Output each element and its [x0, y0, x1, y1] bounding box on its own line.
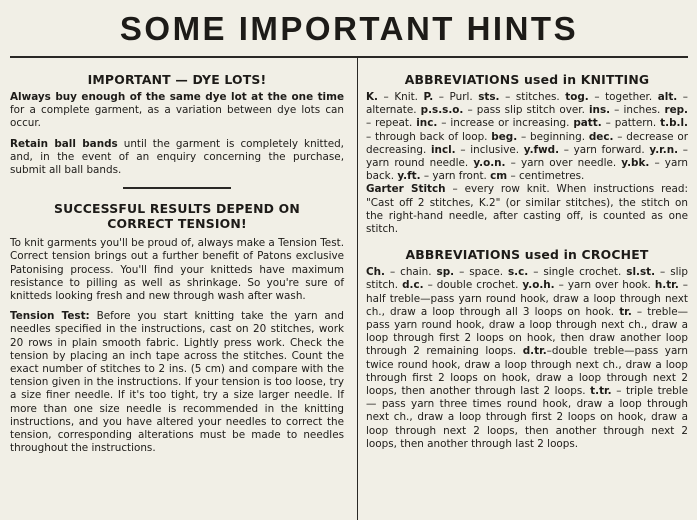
abbreviation-definition: – together.	[588, 91, 658, 103]
tension-heading-line-2: CORRECT TENSION!	[107, 216, 247, 232]
abbreviation-definition: – yarn over hook.	[554, 279, 655, 292]
abbreviation-term: K.	[366, 91, 378, 103]
abbreviation-term: d.c.	[402, 279, 424, 292]
abbreviation-term: y.r.n.	[649, 143, 679, 156]
dye-lots-text: for a complete garment, as a variation between dye lots can occur.	[10, 104, 344, 130]
abbreviation-term: P.	[423, 91, 434, 103]
abbreviation-term: y.fwd.	[523, 143, 560, 156]
abbreviation-term: sl.st.	[626, 266, 656, 279]
abbreviation-definition: – repeat.	[366, 117, 417, 130]
column-divider	[357, 58, 358, 520]
abbreviation-definition: – yarn over needle.	[505, 157, 622, 170]
garter-stitch-text: – every row knit. When instructions read: "Cast off 2 stitches, K.2" (or similar stitches), the stitch on the right-hand needle, after casting off, is counted as one stitch.	[366, 183, 688, 236]
abbreviation-definition: – Knit.	[378, 91, 424, 103]
abbreviation-definition: – stitches.	[499, 91, 566, 103]
abbreviation-term: Ch.	[366, 266, 385, 279]
abbreviation-definition: – Purl.	[433, 91, 479, 103]
abbreviation-definition: – pass slip stitch over.	[463, 104, 589, 117]
abbreviation-definition: – double crochet.	[423, 279, 523, 292]
abbreviation-term: p.s.s.o.	[420, 104, 464, 117]
abbreviation-term: patt.	[573, 117, 602, 130]
abbreviation-term: inc.	[416, 117, 438, 130]
tension-test-paragraph	[10, 310, 344, 455]
abbreviation-definition: – triple treble — pass yarn three times round hook, draw a loop through next ch., draw a loop through first 2 loops on hook, draw a loop through next 2 loops, then another through next 2 loops, then another through last 2 loops.	[366, 385, 688, 450]
abbreviation-definition: – yarn forward.	[559, 143, 650, 156]
abbreviation-definition: –double treble—pass yarn twice round hook, draw a loop through next ch., draw a loop through first 2 loops on hook, draw a loop through next 2 loops, then another through last 2 loops.	[366, 345, 688, 398]
abbreviation-definition: – beginning.	[517, 130, 589, 143]
abbreviation-definition: – decrease or decreasing.	[366, 130, 688, 156]
abbreviation-definition: – yarn round needle.	[366, 143, 688, 170]
abbreviation-definition: – inclusive.	[455, 143, 524, 156]
abbreviation-term: y.o.n.	[473, 157, 506, 170]
abbreviation-definition: – centimetres.	[507, 170, 585, 183]
abbreviation-term: ins.	[589, 104, 611, 117]
crochet-abbreviations-heading: ABBREVIATIONS used in CROCHET	[405, 247, 649, 263]
abbreviation-term: dec.	[588, 130, 614, 143]
crochet-abbreviations-list	[366, 266, 688, 451]
abbreviation-definition: – pattern.	[601, 117, 661, 130]
abbreviation-definition: – space.	[454, 266, 508, 279]
section-ornament	[123, 187, 231, 189]
abbreviation-term: y.bk.	[621, 157, 650, 170]
abbreviation-term: sp.	[436, 266, 455, 279]
right-column	[366, 58, 688, 451]
dye-lots-lead: Always buy enough of the same dye lot at the one time	[10, 91, 344, 103]
abbreviation-definition: – through back of loop.	[366, 130, 492, 143]
abbreviation-definition: – single crochet.	[528, 266, 627, 279]
abbreviation-term: s.c.	[508, 266, 529, 279]
abbreviation-term: cm	[490, 170, 508, 183]
abbreviation-term: d.tr.	[522, 345, 547, 358]
abbreviation-definition: – slip stitch.	[366, 266, 688, 292]
ball-bands-text: until the garment is completely knitted, and, in the event of an enquiry concerning the purchase, submit all ball bands.	[10, 137, 344, 177]
abbreviation-definition: – yarn front.	[420, 170, 491, 183]
abbreviation-term: tog.	[565, 91, 589, 103]
tension-intro-paragraph: To knit garments you'll be proud of, always make a Tension Test. Correct tension brings out a further benefit of Patons exclusive Patonising process. You'll find your knitteds have maximum resistance to pilling as well as shrinkage. So you're sure of knitteds looking fresh and new through wash after wash.	[10, 237, 344, 303]
abbreviation-term: beg.	[491, 130, 518, 143]
abbreviation-definition: – chain.	[384, 266, 437, 279]
dye-lots-paragraph	[10, 91, 344, 131]
knitting-abbreviations-heading: ABBREVIATIONS used in KNITTING	[404, 72, 650, 87]
tension-test-lead: Tension Test:	[10, 310, 90, 323]
abbreviation-definition: – yarn back.	[366, 157, 688, 183]
abbreviation-term: sts.	[478, 91, 500, 103]
garter-stitch-lead: Garter Stitch	[366, 183, 446, 196]
abbreviation-definition: – alternate.	[366, 91, 689, 117]
knitting-abbreviations-list	[366, 91, 688, 183]
ball-bands-paragraph	[10, 138, 344, 178]
ball-bands-lead: Retain ball bands	[10, 137, 118, 150]
abbreviation-definition: – increase or increasing.	[437, 117, 574, 130]
abbreviation-term: t.tr.	[590, 385, 612, 398]
abbreviation-term: tr.	[619, 305, 632, 318]
abbreviation-term: rep.	[664, 104, 689, 117]
abbreviation-definition: – half treble—pass yarn round hook, draw a loop through next ch., draw a loop through all 3 loops on hook.	[366, 279, 688, 318]
abbreviation-term: y.o.h.	[522, 279, 555, 292]
abbreviation-term: y.ft.	[397, 170, 421, 183]
abbreviation-term: incl.	[431, 143, 456, 156]
garter-stitch-paragraph	[366, 183, 688, 236]
dye-lots-heading: IMPORTANT — DYE LOTS!	[87, 72, 267, 87]
left-column	[10, 58, 344, 455]
tension-test-text: Before you start knitting take the yarn and needles specified in the instructions, cast on 20 stitches, work 20 rows in plain smooth fabric. Lightly press work. Check the tension by placing an inch tape across the stitches. Count the exact number of stitches to 2 ins. (5 cm) and compare with the tension given in the instructions. If your tension is too loose, try a size finer needle. If it's too tight, try a size larger needle. If more than one size needle is recommended in the knitting instructions, and you have altered your needles to correct the tension, corresponding alterations must be made to needles throughout the instructions.	[10, 310, 344, 455]
abbreviation-term: alt.	[657, 91, 678, 103]
abbreviation-term: t.b.l.	[660, 117, 688, 130]
abbreviation-term: h.tr.	[654, 279, 679, 292]
page-title: SOME IMPORTANT HINTS	[119, 10, 579, 47]
tension-heading-line-1: SUCCESSFUL RESULTS DEPEND ON	[54, 201, 300, 217]
abbreviation-definition: – inches.	[610, 104, 665, 117]
abbreviation-definition: – treble—pass yarn round hook, draw a loop through next ch., draw a loop through first 2 loops on hook, then draw another loop through 2 remaining loops.	[366, 305, 689, 358]
